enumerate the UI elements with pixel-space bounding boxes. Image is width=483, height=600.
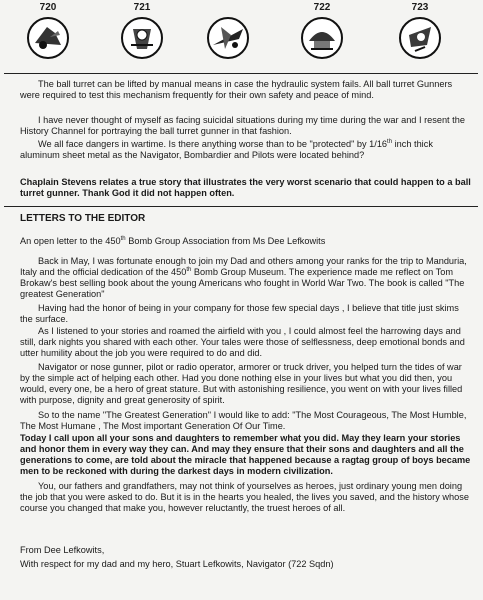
letter-paragraph-6: Today I call upon all your sons and daughters to remember what you did. May they learn your stories and honor them in every way they can. And may they ensure that their sons and daughters and all the generations to come, are told about the miracle that happened because a ragtag group of boys became men to be reckoned with during the darkest days in modern civilization. bbox=[20, 433, 471, 476]
insignia-number: 721 bbox=[133, 2, 151, 13]
insignia-number: 723 bbox=[411, 2, 429, 13]
section-divider bbox=[4, 206, 478, 207]
letter-paragraph-2: Having had the honor of being in your company for those few special days , I believe that title just skims the surface. bbox=[20, 303, 459, 324]
insignia-720 bbox=[18, 2, 78, 61]
letter-paragraph-3: As I listened to your stories and roamed the airfield with you , I could almost feel the harrowing days and still, dark nights you shared with each other. Your tales were those of selflessness, deep emotional bonds and utter humility about the job you were required to do and did. bbox=[20, 326, 465, 358]
insignia-number: 720 bbox=[39, 2, 57, 13]
squadron-720-insignia-icon bbox=[25, 15, 71, 61]
insignia-722 bbox=[292, 2, 352, 61]
squadron-723-insignia-icon bbox=[397, 15, 443, 61]
squadron-721-insignia-icon bbox=[119, 15, 165, 61]
chaplain-note: Chaplain Stevens relates a true story that illustrates the very worst scenario that could happen to a ball turret gunner. Thank God it did not happen often. bbox=[20, 177, 471, 198]
turret-paragraph-2: I have never thought of myself as facing suicidal situations during my time during the war and I resent the History Channel for portraying the ball turret gunner in that fashion. bbox=[20, 115, 465, 136]
turret-paragraph-1: The ball turret can be lifted by manual means in case the hydraulic system fails. All ball turret Gunners were required to test this mechanism frequently for their own safety and peace of mind. bbox=[20, 79, 453, 100]
letter-paragraph-4: Navigator or nose gunner, pilot or radio operator, armorer or truck driver, you helped turn the tides of war by the simple act of helping each other. Had you done nothing else in your lives but what you did then, you would, every one, be a hero of great stature. But with astonishing resilience, you went on with your lives filled with purpose, dignity and great generosity of spirit. bbox=[20, 362, 463, 405]
letter-paragraph-1: Back in May, I was fortunate enough to join my Dad and others among your ranks for the trip to Manduria, Italy and the official dedication of the 450th Bomb Group Museum. The experience made me reflect on Tom Brokaw's best selling book about the young Americans who fought in World War Two. The book is called "The greatest Generation" bbox=[20, 256, 467, 299]
insignia-721 bbox=[112, 2, 172, 61]
letter-intro: An open letter to the 450th Bomb Group Association from Ms Dee Lefkowits bbox=[20, 235, 326, 246]
squadron-insignia-row bbox=[0, 0, 483, 72]
letter-signoff: From Dee Lefkowits, bbox=[20, 545, 105, 555]
squadron-722-insignia-icon bbox=[299, 15, 345, 61]
letter-paragraph-7: You, our fathers and grandfathers, may not think of yourselves as heroes, just ordinary young men doing the job that you were asked to do. But it is in the hearts you healed, the lives you saved, and the history whose course you changed that make you, however reluctantly, the truest heroes of all. bbox=[20, 481, 469, 513]
turret-paragraph-3: We all face dangers in wartime. Is there anything worse than to be "protected" by 1/16th inch thick aluminum sheet metal as the Navigator, Bombardier and Pilots were located behind? bbox=[20, 138, 433, 160]
letter-closing: With respect for my dad and my hero, Stuart Lefkowits, Navigator (722 Sqdn) bbox=[20, 559, 334, 569]
squadron-emblem-icon bbox=[205, 15, 251, 61]
letter-paragraph-5: So to the name "The Greatest Generation" I would like to add: "The Most Courageous, The Most Humble, The Most Humane , The Most important Generation Of Our Time. bbox=[20, 410, 467, 431]
insignia-723 bbox=[390, 2, 450, 61]
section-heading: LETTERS TO THE EDITOR bbox=[20, 213, 146, 224]
top-divider bbox=[4, 73, 478, 74]
insignia-center bbox=[198, 2, 258, 61]
insignia-number: 722 bbox=[313, 2, 331, 13]
